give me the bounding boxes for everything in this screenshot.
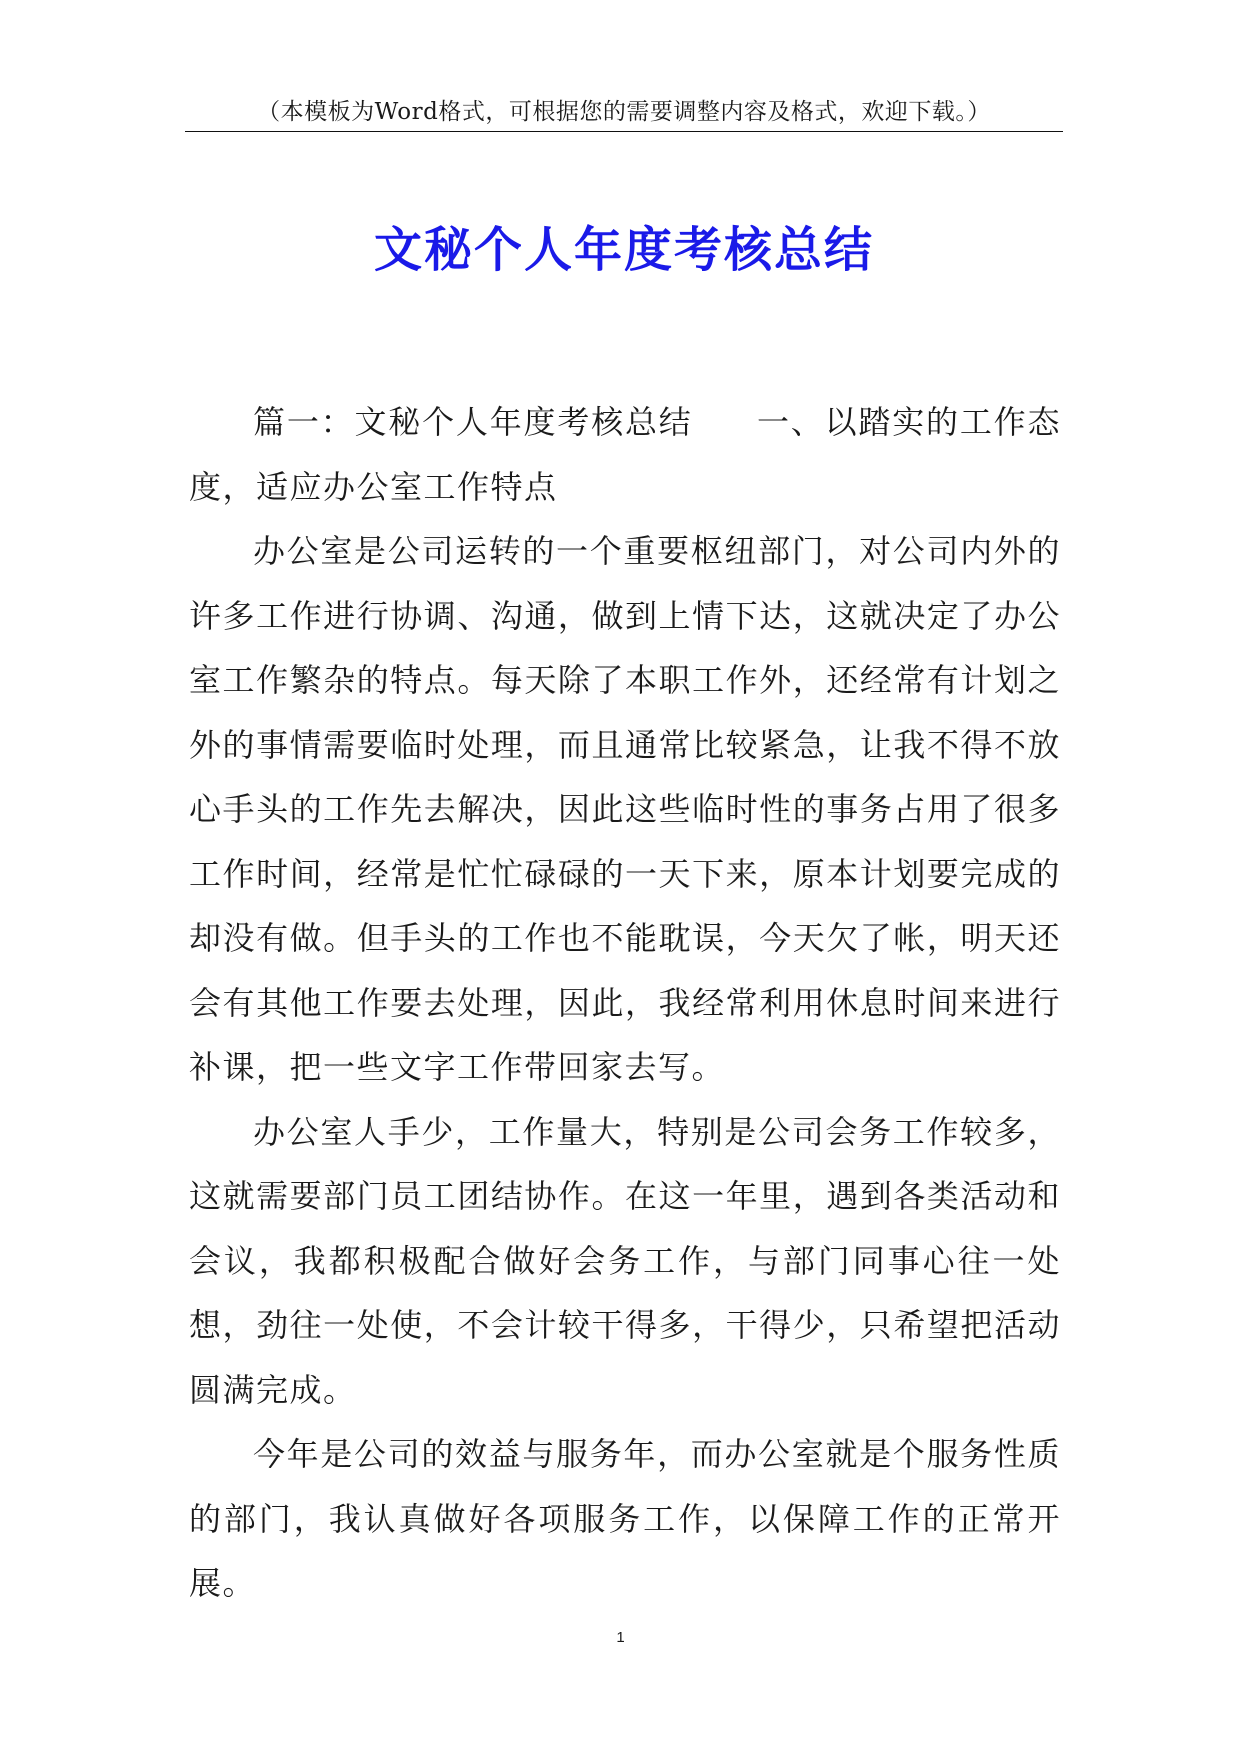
- document-title: 文秘个人年度考核总结: [373, 222, 874, 278]
- document-body: [189, 390, 1061, 1616]
- intro-paragraph: [189, 390, 1061, 519]
- body-paragraph-3: 今年是公司的效益与服务年，而办公室就是个服务性质的部门，我认真做好各项服务工作，以保障工作的正常开展。: [189, 1435, 1061, 1602]
- body-paragraph-1: 办公室是公司运转的一个重要枢纽部门，对公司内外的许多工作进行协调、沟通，做到上情下达，这就决定了办公室工作繁杂的特点。每天除了本职工作外，还经常有计划之外的事情需要临时处理，而且通常比较紧急，让我不得不放心手头的工作先去解决，因此这些临时性的事务占用了很多工作时间，经常是忙忙碌碌的一天下来，原本计划要完成的却没有做。但手头的工作也不能耽误，今天欠了帐，明天还会有其他工作要去处理，因此，我经常利用休息时间来进行补课，把一些文字工作带回家去写。: [189, 532, 1061, 1086]
- header-divider: [185, 131, 1063, 132]
- header-note: （本模板为Word格式，可根据您的需要调整内容及格式，欢迎下载。）: [257, 99, 991, 125]
- intro-part-label: 篇一：文秘个人年度考核总结: [253, 403, 693, 441]
- intro-section-heading: 一、以踏实的工作态度，适应办公室工作特点: [189, 403, 1061, 506]
- body-paragraph-2: 办公室人手少，工作量大，特别是公司会务工作较多，这就需要部门员工团结协作。在这一年里，遇到各类活动和会议，我都积极配合做好会务工作，与部门同事心往一处想，劲往一处使，不会计较干得多，干得少，只希望把活动圆满完成。: [189, 1112, 1061, 1409]
- page-number: 1: [616, 1629, 625, 1646]
